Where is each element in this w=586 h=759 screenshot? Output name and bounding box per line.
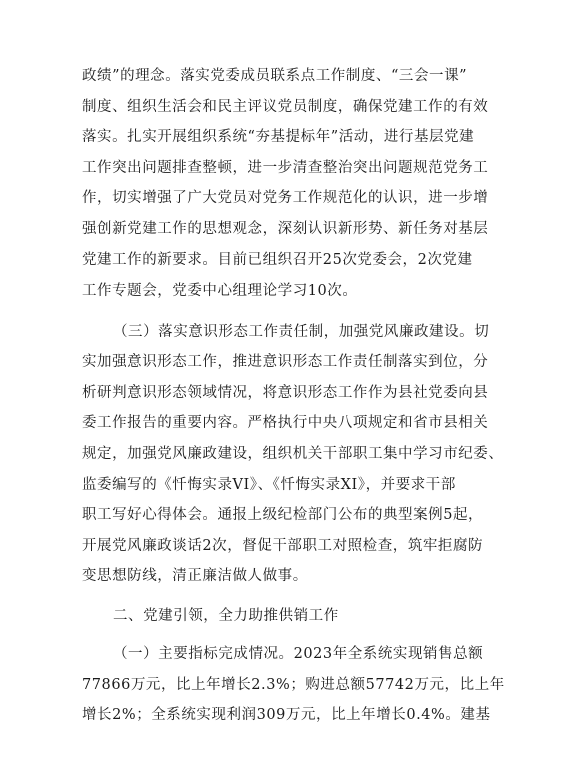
paragraph-line: 作，切实增强了广大党员对党务工作规范化的认识，进一步增	[82, 190, 489, 206]
paragraph-line: 增长2%；全系统实现利润309万元，比上年增长0.4%。建基	[82, 707, 491, 723]
section-heading: 二、党建引领，全力助推供销工作	[113, 608, 339, 624]
paragraph-line: 工作突出问题排查整顿，进一步清查整治突出问题规范党务工	[82, 160, 489, 176]
paragraph-line: （三）落实意识形态工作责任制，加强党风廉政建设。切	[113, 324, 490, 340]
paragraph-line: 监委编写的《忏悔实录VI》、《忏悔实录XI》，并要求干部	[82, 477, 456, 493]
paragraph-line: 规定，加强党风廉政建设，组织机关干部职工集中学习市纪委、	[82, 446, 504, 462]
paragraph-line: 开展党风廉政谈话2次，督促干部职工对照检查，筑牢拒腐防	[82, 538, 484, 554]
paragraph-line: 落实。扎实开展组织系统“夯基提标年”活动，进行基层党建	[82, 129, 475, 145]
paragraph-line: 变思想防线，清正廉洁做人做事。	[82, 568, 308, 584]
paragraph-line: 委工作报告的重要内容。严格执行中央八项规定和省市县相关	[82, 415, 489, 431]
paragraph-line: 77866万元，比上年增长2.3%；购进总额57742万元，比上年	[82, 677, 505, 693]
paragraph-line: 强创新党建工作的思想观念，深刻认识新形势、新任务对基层	[82, 221, 489, 237]
paragraph-line: 政绩”的理念。落实党委成员联系点工作制度、“三会一课”	[82, 68, 468, 84]
paragraph-line: 党建工作的新要求。目前已组织召开25次党委会，2次党建	[82, 252, 473, 268]
paragraph-line: （一）主要指标完成情况。2023年全系统实现销售总额	[113, 646, 484, 662]
paragraph-line: 制度、组织生活会和民主评议党员制度，确保党建工作的有效	[82, 99, 489, 115]
paragraph-line: 析研判意识形态领域情况，将意识形态工作作为县社党委向县	[82, 385, 489, 401]
paragraph-line: 工作专题会，党委中心组理论学习10次。	[82, 283, 358, 299]
paragraph-line: 实加强意识形态工作，推进意识形态工作责任制落实到位，分	[82, 354, 489, 370]
paragraph-line: 职工写好心得体会。通报上级纪检部门公布的典型案例5起，	[82, 507, 484, 523]
